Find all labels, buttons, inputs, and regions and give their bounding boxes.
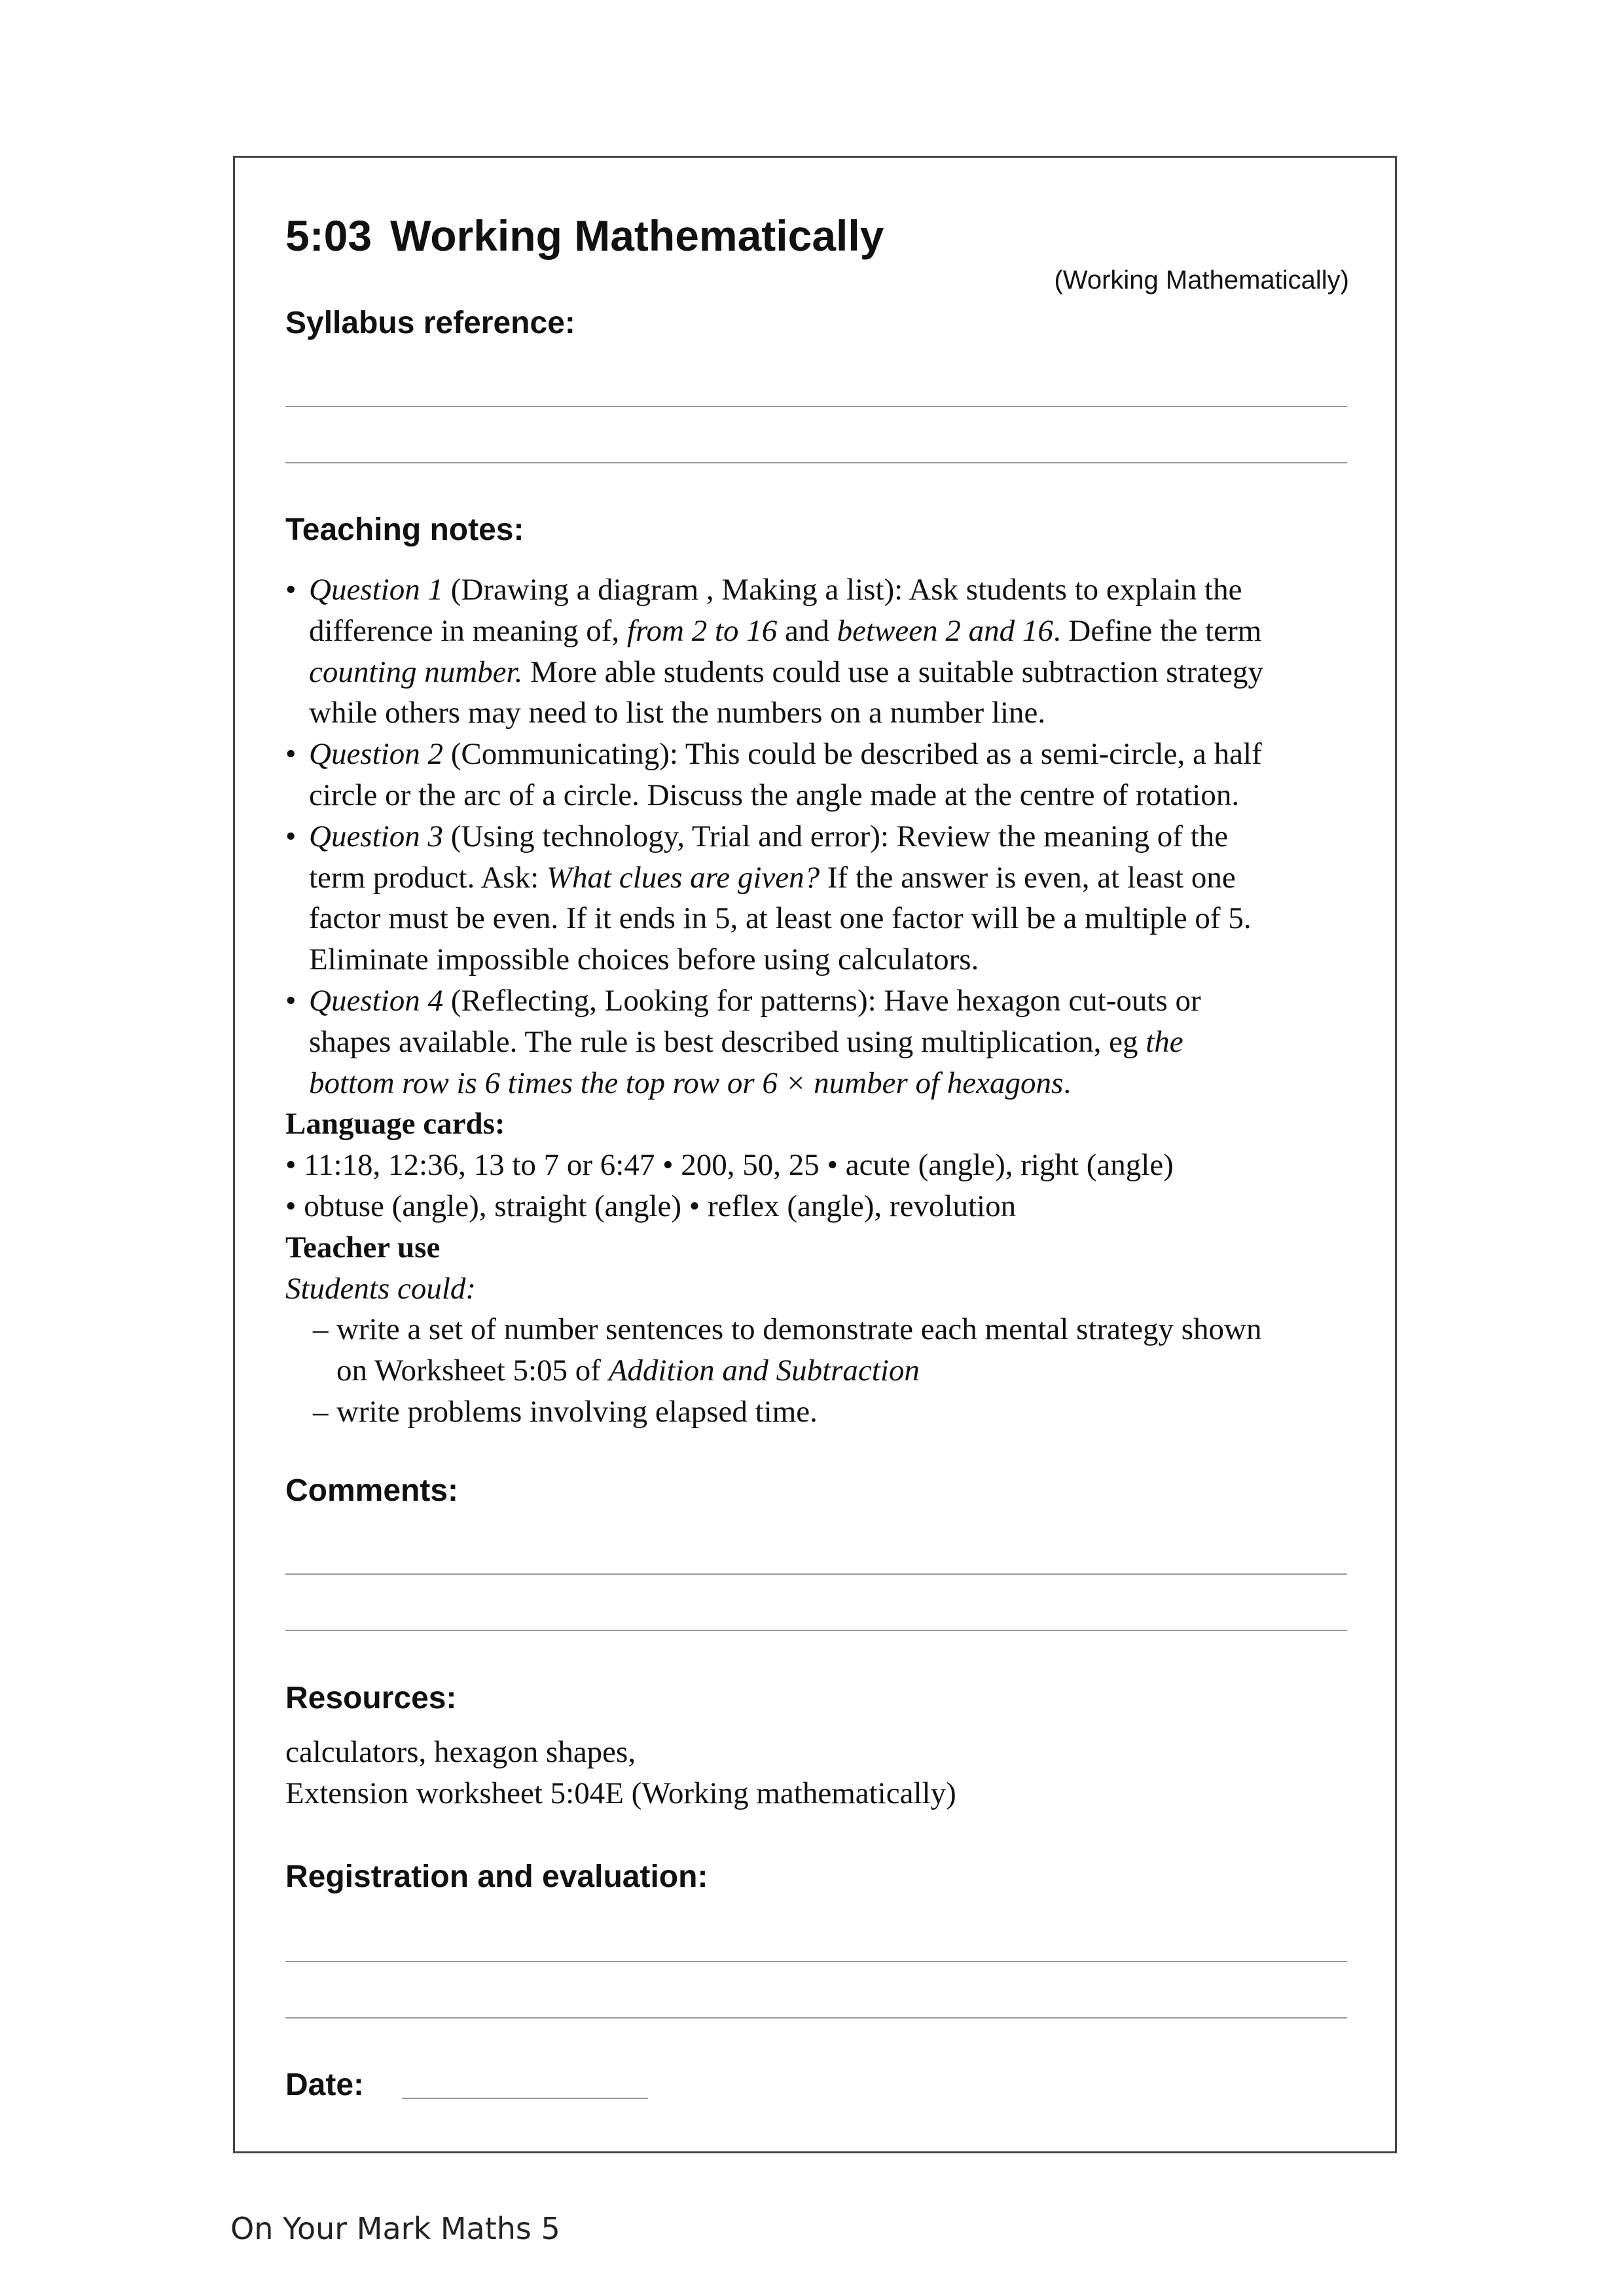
resources-line-1: calculators, hexagon shapes, (285, 1735, 636, 1769)
note-text: . (1063, 1066, 1072, 1100)
teaching-note-line (309, 569, 1359, 611)
comments-write-line-1[interactable] (285, 1573, 1347, 1575)
emphasis-text: Question 3 (309, 819, 443, 853)
date-write-line[interactable] (402, 2098, 648, 2099)
syllabus-heading: Syllabus reference: (285, 306, 575, 340)
registration-write-line-2[interactable] (285, 2017, 1347, 2018)
dash-bullet: – (313, 1394, 329, 1429)
teaching-note-line (309, 734, 1359, 775)
teaching-note-line (309, 857, 1359, 899)
teacher-use-heading: Teacher use (285, 1230, 441, 1265)
note-text: Eliminate impossible choices before using calculators. (309, 942, 979, 977)
emphasis-text: What clues are given? (546, 860, 820, 895)
teacher-use-item-1 (285, 1309, 1359, 1391)
emphasis-text: Question 1 (309, 573, 443, 607)
note-text: while others may need to list the numbers on a number line. (309, 696, 1046, 730)
note-text: term product. Ask: (309, 860, 547, 895)
teaching-note-line (309, 1063, 1359, 1104)
note-text: factor must be even. If it ends in 5, at least one factor will be a multiple of 5. (309, 901, 1252, 936)
language-cards-heading: Language cards: (285, 1107, 505, 1141)
resources-line-2: Extension worksheet 5:04E (Working mathematically) (285, 1776, 956, 1810)
teaching-note-line (309, 980, 1359, 1022)
date-label: Date: (285, 2068, 365, 2102)
worksheet-title: Working Mathematically (390, 211, 884, 260)
note-text: (Using technology, Trial and error): Review the meaning of the (442, 819, 1229, 853)
emphasis-text: Question 4 (309, 983, 443, 1018)
teaching-notes-body (285, 569, 1359, 1433)
teaching-note-item (285, 734, 1359, 816)
note-text: difference in meaning of, (309, 613, 627, 648)
emphasis-text: counting number. (309, 655, 523, 689)
emphasis-text: between 2 and 16 (837, 613, 1053, 648)
teaching-note-line (309, 652, 1359, 693)
teaching-note-line (309, 816, 1359, 857)
note-text: circle or the arc of a circle. Discuss the angle made at the centre of rotation. (309, 778, 1240, 812)
note-text: (Communicating): This could be described as a semi-circle, a half (442, 737, 1262, 772)
teacher-use-item-1-plain: on Worksheet 5:05 of (336, 1354, 609, 1388)
note-text: (Reflecting, Looking for patterns): Have hexagon cut-outs or (442, 983, 1201, 1018)
bullet: • (285, 573, 297, 607)
page-footer: On Your Mark Maths 5 (230, 2211, 560, 2246)
emphasis-text: the (1146, 1024, 1183, 1059)
teacher-use-item-1-book-title: Addition and Subtraction (608, 1354, 920, 1388)
note-text: More able students could use a suitable subtraction strategy (522, 655, 1264, 689)
emphasis-text: Question 2 (309, 737, 443, 772)
comments-heading: Comments: (285, 1473, 459, 1508)
syllabus-write-line-2[interactable] (285, 462, 1347, 463)
teaching-note-line (309, 611, 1359, 652)
teacher-use-item-2 (285, 1391, 1359, 1433)
resources-body (285, 1732, 956, 1814)
emphasis-text: bottom row is 6 times the top row or 6 × number of hexagons (309, 1066, 1064, 1100)
syllabus-write-line-1[interactable] (285, 406, 1347, 407)
teaching-note-line (309, 898, 1359, 939)
teaching-note-line (309, 1022, 1359, 1063)
teaching-notes-heading: Teaching notes: (285, 512, 524, 547)
bullet: • (285, 737, 297, 772)
teacher-use-item-1-line-1: write a set of number sentences to demonstrate each mental strategy shown (336, 1312, 1262, 1347)
teaching-notes-list (285, 569, 1359, 1103)
language-cards-line-1: • 11:18, 12:36, 13 to 7 or 6:47 • 200, 50, 25 • acute (angle), right (angle) (285, 1148, 1174, 1183)
language-cards-line-2: • obtuse (angle), straight (angle) • reflex (angle), revolution (285, 1189, 1017, 1223)
comments-write-line-2[interactable] (285, 1630, 1347, 1631)
resources-heading: Resources: (285, 1681, 457, 1715)
dash-bullet: – (313, 1312, 329, 1347)
registration-heading: Registration and evaluation: (285, 1859, 708, 1894)
teacher-use-intro: Students could: (285, 1271, 477, 1306)
teaching-note-line (309, 692, 1359, 734)
teacher-use-item-1-line-2 (336, 1350, 1359, 1391)
bullet: • (285, 983, 297, 1018)
note-text: (Drawing a diagram , Making a list): Ask students to explain the (442, 573, 1242, 607)
teaching-note-item (285, 816, 1359, 980)
teaching-note-item (285, 569, 1359, 734)
worksheet-number: 5:03 (285, 211, 372, 260)
emphasis-text: from 2 to 16 (626, 613, 778, 648)
page-title (285, 211, 884, 260)
teacher-use-item-2-line-1: write problems involving elapsed time. (336, 1394, 818, 1429)
bullet: • (285, 819, 297, 853)
note-text: If the answer is even, at least one (820, 860, 1236, 895)
teaching-note-line (309, 939, 1359, 980)
teaching-note-line (309, 775, 1359, 816)
teaching-note-item (285, 980, 1359, 1103)
strand-label: (Working Mathematically) (1054, 266, 1349, 295)
note-text: and (777, 613, 837, 648)
registration-write-line-1[interactable] (285, 1961, 1347, 1962)
note-text: . Define the term (1053, 613, 1262, 648)
note-text: shapes available. The rule is best described using multiplication, eg (309, 1024, 1146, 1059)
